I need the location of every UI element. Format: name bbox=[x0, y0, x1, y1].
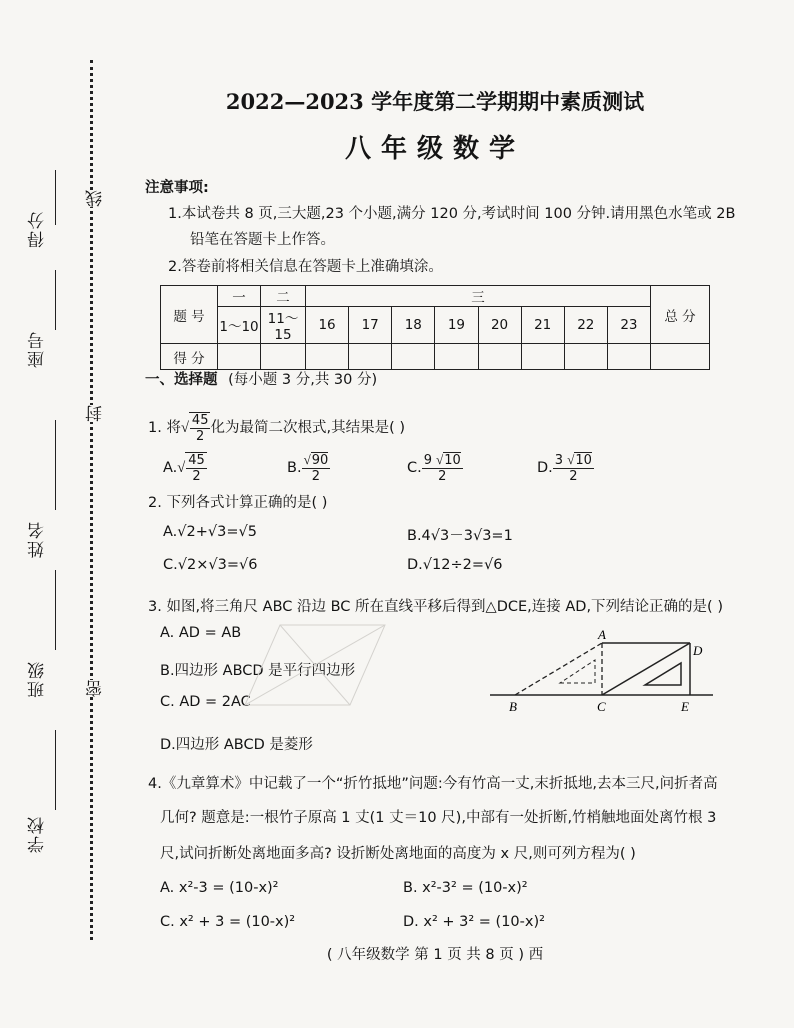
point-label-d: D bbox=[693, 643, 703, 658]
field-line-name bbox=[55, 420, 56, 510]
q4-option-a[interactable]: A. x²-3 = (10-x)² bbox=[160, 880, 279, 896]
col-19: 19 bbox=[435, 307, 478, 344]
question-3-stem: 3. 如图,将三角尺 ABC 沿边 BC 所在直线平移后得到△DCE,连接 AD,下列结论正确的是( ) bbox=[148, 599, 723, 615]
question-4-line1: 4.《九章算术》中记载了一个“折竹抵地”问题:今有竹高一丈,末折抵地,去本三尺,问折者高 bbox=[148, 776, 718, 792]
score-cell[interactable] bbox=[564, 344, 607, 370]
exam-year-title: 2022—2023 学年度第二学期期中素质测试 bbox=[225, 89, 645, 114]
field-label-score: 得分 bbox=[28, 210, 48, 248]
q2-option-d[interactable]: D.√12÷2=√6 bbox=[407, 557, 503, 573]
q3-option-c[interactable]: C. AD = 2AC bbox=[160, 694, 251, 710]
q3-triangle-figure bbox=[485, 625, 720, 720]
field-line-class bbox=[55, 570, 56, 650]
seal-word-seal: 封 bbox=[83, 405, 108, 422]
score-cell[interactable] bbox=[261, 344, 306, 370]
point-label-e: E bbox=[681, 699, 689, 714]
score-table-header-label: 题 号 bbox=[161, 286, 218, 344]
notes-heading: 注意事项: bbox=[145, 180, 209, 196]
q3-option-b[interactable]: B.四边形 ABCD 是平行四边形 bbox=[160, 663, 356, 679]
col-21: 21 bbox=[521, 307, 564, 344]
total-score-header: 总 分 bbox=[651, 286, 710, 344]
point-label-b: B bbox=[509, 699, 517, 714]
point-label-a: A bbox=[598, 627, 606, 642]
score-cell[interactable] bbox=[349, 344, 392, 370]
score-cell[interactable] bbox=[521, 344, 564, 370]
part-one-header: 一 bbox=[218, 286, 261, 307]
subject-title: 八年级数学 bbox=[344, 134, 525, 164]
score-cell[interactable] bbox=[435, 344, 478, 370]
field-line-seat bbox=[55, 270, 56, 330]
q1-option-c-letter: C. bbox=[407, 460, 422, 476]
section-heading bbox=[145, 370, 377, 390]
col-1-10: 1～10 bbox=[218, 307, 261, 344]
field-line-school bbox=[55, 730, 56, 810]
q1-option-c[interactable]: C. $\frac{9 √10}{2}$ bbox=[407, 452, 461, 484]
score-cell[interactable] bbox=[607, 344, 650, 370]
score-cell[interactable] bbox=[478, 344, 521, 370]
score-cell[interactable] bbox=[306, 344, 349, 370]
question-1-stem: 1. 将√ $\frac{45}{2}$ 化为最简二次根式,其结果是( ) bbox=[148, 413, 405, 444]
seal-word-secret: 密 bbox=[83, 680, 108, 697]
q2-option-a[interactable]: A.√2+√3=√5 bbox=[163, 524, 257, 540]
field-label-name: 姓名 bbox=[28, 520, 48, 558]
question-4-line2: 几何? 题意是:一根竹子原高 1 丈(1 丈＝10 尺),中部有一处折断,竹梢触地面处离竹根 3 bbox=[160, 810, 717, 826]
question-2-stem: 2. 下列各式计算正确的是( ) bbox=[148, 495, 328, 511]
page-footer: ( 八年级数学 第 1 页 共 8 页 ) 西 bbox=[326, 947, 544, 963]
q4-option-b[interactable]: B. x²-3² = (10-x)² bbox=[403, 880, 528, 896]
bleed-through-figure bbox=[240, 620, 390, 715]
field-label-seat: 座号 bbox=[28, 330, 48, 368]
q2-option-c[interactable]: C.√2×√3=√6 bbox=[163, 557, 258, 573]
field-line-defen bbox=[55, 170, 56, 225]
col-11-15: 11～15 bbox=[261, 307, 306, 344]
q1-option-d-letter: D. bbox=[537, 460, 553, 476]
col-22: 22 bbox=[564, 307, 607, 344]
q1-option-a-letter: A. bbox=[163, 460, 178, 476]
part-three-header: 三 bbox=[306, 286, 651, 307]
point-label-c: C bbox=[597, 699, 606, 714]
q2-option-b[interactable]: B.4√3－3√3=1 bbox=[407, 528, 513, 544]
q3-option-d[interactable]: D.四边形 ABCD 是菱形 bbox=[160, 737, 313, 753]
q4-option-d[interactable]: D. x² + 3² = (10-x)² bbox=[403, 914, 545, 930]
col-16: 16 bbox=[306, 307, 349, 344]
q1-suffix: 化为最简二次根式,其结果是( ) bbox=[210, 420, 405, 436]
q1-option-b-letter: B. bbox=[287, 460, 302, 476]
col-20: 20 bbox=[478, 307, 521, 344]
q1-option-a[interactable]: A.√ $\frac{45}{2}$ bbox=[163, 453, 205, 484]
q1-prefix: 1. 将 bbox=[148, 420, 181, 436]
section-note: (每小题 3 分,共 30 分) bbox=[228, 372, 378, 388]
question-4-line3: 尺,试问折断处离地面多高? 设折断处离地面的高度为 x 尺,则可列方程为( ) bbox=[160, 846, 636, 862]
seal-word-line: 线 bbox=[83, 190, 108, 207]
col-17: 17 bbox=[349, 307, 392, 344]
notes-item1-line1: 1.本试卷共 8 页,三大题,23 个小题,满分 120 分,考试时间 100 分钟.请用黑色水笔或 2B bbox=[168, 206, 736, 222]
col-23: 23 bbox=[607, 307, 650, 344]
section-title: 一、选择题 bbox=[145, 372, 218, 388]
field-label-class: 班级 bbox=[28, 660, 48, 698]
q1-option-d[interactable]: D. $\frac{3 √10}{2}$ bbox=[537, 452, 592, 484]
field-label-school: 学校 bbox=[28, 815, 48, 853]
notes-item2: 2.答卷前将相关信息在答题卡上准确填涂。 bbox=[168, 259, 443, 275]
part-two-header: 二 bbox=[261, 286, 306, 307]
score-cell-total[interactable] bbox=[651, 344, 710, 370]
score-cell[interactable] bbox=[392, 344, 435, 370]
score-table bbox=[160, 285, 710, 370]
notes-item1-line2: 铅笔在答题卡上作答。 bbox=[190, 232, 335, 248]
col-18: 18 bbox=[392, 307, 435, 344]
q1-option-b[interactable]: B. $\frac{√90}{2}$ bbox=[287, 452, 329, 484]
q3-option-a[interactable]: A. AD = AB bbox=[160, 625, 242, 641]
score-cell[interactable] bbox=[218, 344, 261, 370]
score-row-label: 得 分 bbox=[161, 344, 218, 370]
q4-option-c[interactable]: C. x² + 3 = (10-x)² bbox=[160, 914, 296, 930]
